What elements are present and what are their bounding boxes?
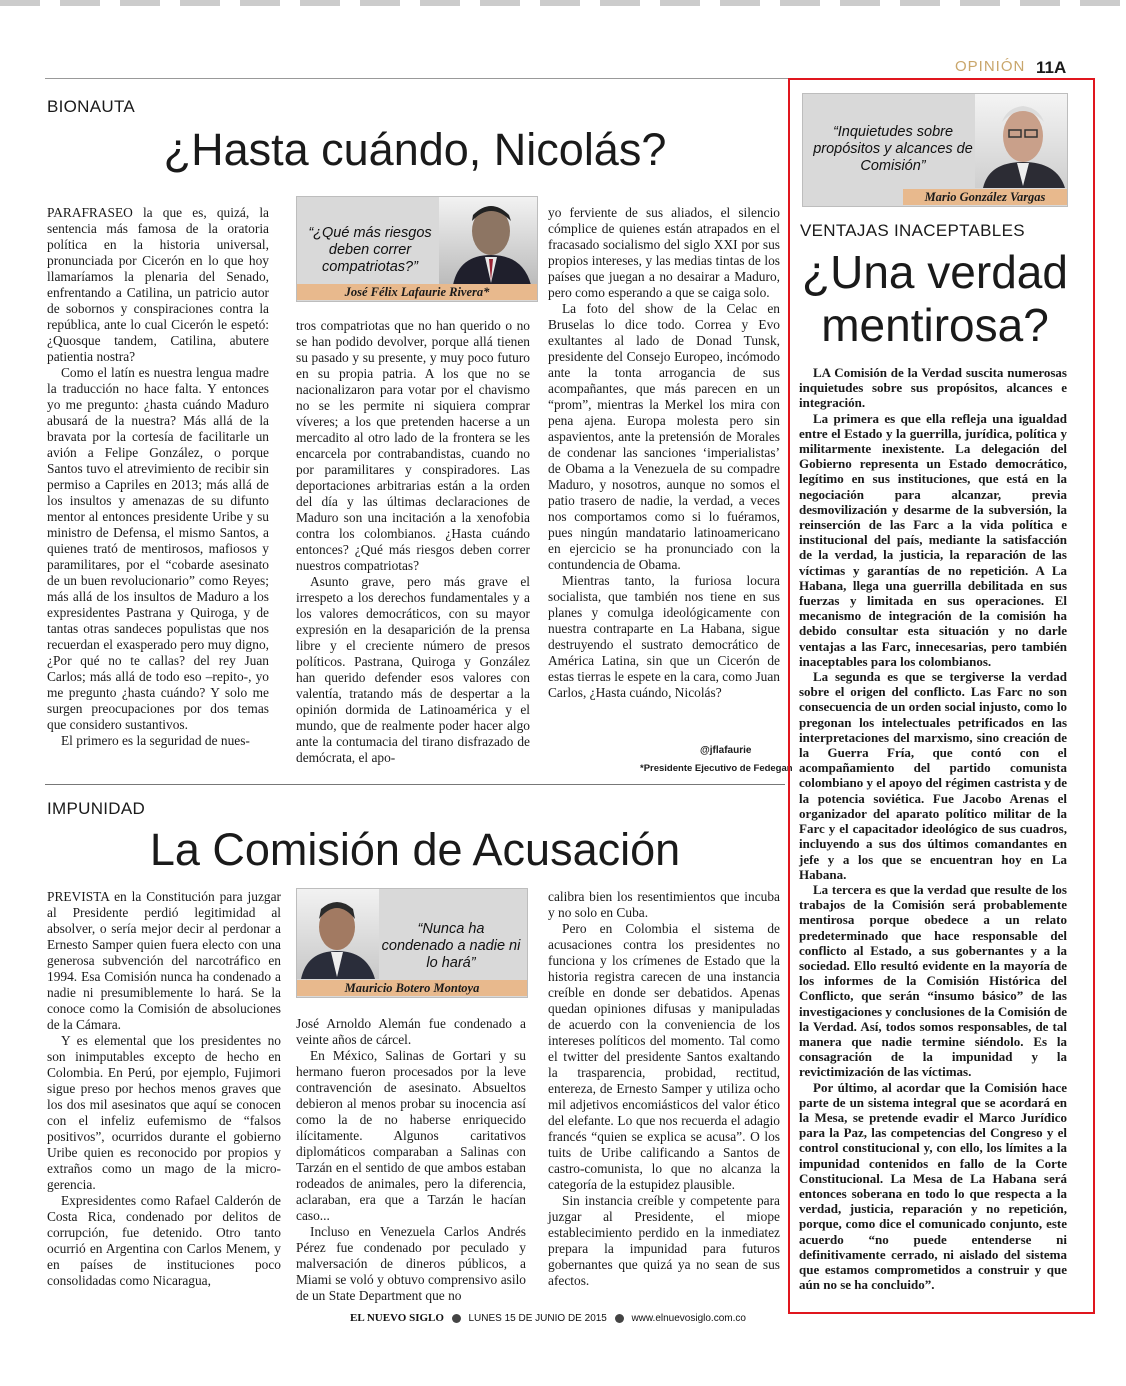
top-column-3 <box>548 205 780 701</box>
bottom-column-3 <box>548 889 780 1289</box>
page-number: 11A <box>1036 58 1067 77</box>
bottom-kicker: IMPUNIDAD <box>47 799 146 818</box>
bullet-icon <box>452 1314 461 1323</box>
right-quote-text: “Inquietudes sobre propósitos y alcances de Comisión” <box>813 124 973 174</box>
author-photo <box>439 197 537 285</box>
bottom-column-1 <box>47 889 281 1289</box>
author-footnote: *Presidente Ejecutivo de Fedegan <box>640 763 793 774</box>
page-footer <box>350 1312 780 1324</box>
top-kicker: BIONAUTA <box>47 97 136 116</box>
article-divider <box>45 784 785 785</box>
paragraph: yo ferviente de sus aliados, el silencio cómplice de quienes están atrapados en el fracasado socialismo del siglo XXI por sus propios intereses, y las medias tintas de los países que juegan a no desairar a Maduro, pero como esperando a que se caiga solo. <box>548 205 780 300</box>
paragraph: Pero en Colombia el sistema de acusaciones contra los presidentes no funciona y los crímenes de Estado que la historia registra carecen de una instancia creíble en donde ser debatidos. Apenas quedan opiniones difusas y manipuladas de acuerdo con la conveniencia de los intereses políticos del momento. Tal como el twitter del presidente Santos exaltando la trasparencia, probidad, rectitud, entereza, de Ernesto Samper y utiliza ocho mil adjetivos encomiásticos del valor ético del elefante. Lo que nos recuerda el adagio francés “quien se explica se acusa”. O los tuits de Uribe calificando a Santos de castro-comunista, lo que no alcanza la categoría de la estupidez plausible. <box>548 921 780 1192</box>
author-portrait-icon <box>439 197 537 285</box>
paragraph <box>47 205 269 365</box>
page-top-edge <box>0 0 1126 6</box>
paragraph: La tercera es que la verdad que resulte de los trabajos de la Comisión será probablemente mentirosa porque obedece a un relato predeterminado que hace responsable del conflicto al Estado, a sus gobernantes y a la sociedad. Ello resultó evidente en la mayoría de los informes de la Comisión Histórica del Conflicto, que serán “insumo básico” de las investigaciones y conclusiones de la Comisión de la Verdad. Así, todos somos responsables, de tal manera que nadie termine siéndolo. Es la consagración de la impunidad y la revictimización de las víctimas. <box>799 881 1067 1080</box>
paragraph: Expresidentes como Rafael Calderón de Costa Rica, condenado por delitos de corrupción, fue detenido. Otro tanto ocurrió en Argentina con Carlos Menem, y en países de instituciones poco consolidadas como Nicaragua, <box>47 1193 281 1288</box>
paragraph: En México, Salinas de Gortari y su hermano fueron procesados por la leve contravención de asesinato. Absueltos debieron al menos probar su inocencia así como la de no haberse enriquecido ilícitamente. Algunos caritativos diplomáticos comparaban a Salinas con Tarzán en el sentido de que ambos estaban rodeados de animales, pero la diferencia, aclaraban, era que a Tarzán le hacían caso... <box>296 1048 526 1223</box>
author-handle: @jflafaurie <box>700 745 752 756</box>
author-photo <box>297 889 379 979</box>
right-author-byline: Mario González Vargas <box>903 189 1067 205</box>
footer-url[interactable]: www.elnuevosiglo.com.co <box>631 1313 746 1324</box>
paragraph: Incluso en Venezuela Carlos Andrés Pérez fue condenado por peculado y malversación de dineros públicos, a Miami se voló y obtuvo comprensivo asilo de un State Department que no <box>296 1224 526 1303</box>
header-rule <box>45 78 790 79</box>
top-quote-box <box>296 196 538 302</box>
top-column-1 <box>47 205 269 749</box>
bottom-quote-text: “Nunca ha condenado a nadie ni lo hará” <box>381 921 521 971</box>
paragraph: Mientras tanto, la furiosa locura socialista, que también nos tiene en sus planes y comulga ideológicamente con nuestra contraparte en La Habana, sigue destruyendo el sustrato democrático de América Latina, sin que un Cicerón de estas tierras le espete en la cara, como Juan Carlos, ¿Hasta cuándo, Nicolás? <box>548 573 780 700</box>
top-headline: ¿Hasta cuándo, Nicolás? <box>163 124 667 175</box>
lead-paragraph: PARAFRASEO la que es, quizá, la sentencia más famosa de la oratoria política en la historia universal, pronunciada por Cicerón en lo que hoy llamaríamos la plenaria del Senado, enfrentando a Catilina, un patricio autor de sobornos y conspiraciones contra la república, ante lo cual Cicerón le espetó: ¿Quosque tandem, Catilina, abutere patientia nostra? <box>47 205 269 364</box>
right-headline-line1: ¿Una verdad <box>802 246 1068 298</box>
bottom-column-2 <box>296 1016 526 1304</box>
paragraph: Asunto grave, pero más grave el irrespeto a los derechos fundamentales y a los valores democráticos, con su mayor expresión en la desaparición de la prensa libre y el creciente número de presos políticos. Pastrana, Quiroga y González han querido defender esos valores con valentía, tratando más de despertar a la opinión dormida de Latinoamérica y el mundo, que de realmente poder hacer algo ante la contumacia del tirano disfrazado de demócrata, el apo- <box>296 574 530 765</box>
bottom-headline: La Comisión de Acusación <box>149 824 681 875</box>
author-portrait-icon <box>297 889 379 979</box>
paragraph: calibra bien los resentimientos que incuba y no solo en Cuba. <box>548 889 780 920</box>
paragraph: Sin instancia creíble y competente para juzgar al Presidente, el miope establecimiento perdido en la inmediatez prepara la impunidad para futuros gobernantes que quizá ya no sean de sus afectos. <box>548 1193 780 1288</box>
top-quote-text: “¿Qué más riesgos deben correr compatriotas?” <box>308 225 432 275</box>
bottom-author-byline: Mauricio Botero Montoya <box>297 980 527 996</box>
paragraph: Y es elemental que los presidentes no son inimputables excepto de hecho en Colombia. En Perú, por ejemplo, Fujimori sigue preso por hechos menos graves que los dos mil asesinatos que aquí se conocen con el infeliz eufemismo de “falsos positivos”, ocurridos durante el gobierno Uribe quien es reconocido por propios y extraños como un mago de la micro-gerencia. <box>47 1033 281 1192</box>
paragraph: Como el latín es nuestra lengua madre la traducción no hace falta. Y entonces yo me pregunto: ¿hasta cuándo Maduro abusará de la nuestra? Más allá de la bravata por la cortesía de facilitarle un avión a Felipe González, o porque Santos tuvo el atrevimiento de recibir sin permiso a Capriles en 2013; más allá de los insultos y amenazas de su difunto mentor al entonces presidente Uribe y su ministro de Defensa, el mismo Santos, a quienes trató de mentirosos, mafiosos y paramilitares, por el “cobarde asesinato de un buen revolucionario” como Reyes; más allá de los insultos de Maduro a los expresidentes Pastrana y Quiroga, y de tantas otras sandeces populistas que nos recuerdan el exasperado pero muy digno, ¿Por qué no te callas? del rey Juan Carlos; más allá de todo eso –repito-, yo me pregunto ¿hasta cuándo? Y solo me surgen preocupaciones por dos temas que considero sustantivos. <box>47 365 269 732</box>
paper-name: EL NUEVO SIGLO <box>350 1312 444 1324</box>
top-column-2 <box>296 318 530 766</box>
top-author-byline: José Félix Lafaurie Rivera* <box>297 284 537 300</box>
paragraph: El primero es la seguridad de nues- <box>61 733 250 748</box>
footer-date: LUNES 15 DE JUNIO DE 2015 <box>468 1313 607 1324</box>
bullet-icon <box>615 1314 624 1323</box>
paragraph: LA Comisión de la Verdad suscita numerosas inquietudes sobre sus propósitos, alcances e integración. <box>799 365 1067 411</box>
right-headline-line2: mentirosa? <box>821 299 1049 351</box>
paragraph: La segunda es que se tergiverse la verdad sobre el origen del conflicto. Las Farc no son consecuencia de un orden social injusto, como lo pregonan los intelectuales petrificados en las interpretaciones del marxismo, sino creación de la Guerra Fría, que contó con el acompañamiento del partido comunista colombiano y el apoyo del régimen castrista y de la potencia soviética. Fue Jacobo Arenas el organizador del aparato político militar de la Farc y el capacitador ideológico de sus cuadros, incluyendo a sus dos últimos comandantes en jefe y a los que se encuentran hoy en La Habana. <box>799 669 1067 882</box>
paragraph: La foto del show de la Celac en Bruselas lo dice todo. Correa y Evo exultantes al lado de Donad Tunsk, presidente del Consejo Europeo, incómodo ante la tonta arrogancia de sus acompañantes, que más parecen en un “prom”, mientras la Merkel los mira con pena ajena. Europa molesta pero sin aspavientos, ante la pretensión de Morales de condenar las sanciones ‘imperialistas’ de Obama a la Venezuela de su compadre Maduro, y nosotros, aunque no somos el patio trasero de nadie, la verdad, a veces nos comportamos como si lo fuéramos, pues ningún mandatario latinoamericano en ejercicio se ha pronunciado con la contundencia de Obama. <box>548 301 780 572</box>
paragraph: tros compatriotas que no han querido o no se han podido devolver, porque allá tienen su pasado y su presente, y muy poco futuro en su propia patria. A los que no se nacionalizaron para votar por el chavismo no se les permite ni siquiera comprar víveres; a los que pretenden hacerse a un mercadito al otro lado de la frontera se les encarcela por contrabandistas, cuando no por paramilitares y conspiradores. Las deportaciones arbitrarias están a la orden del día y las últimas declaraciones de Maduro son una incitación a la xenofobia contra los colombianos. ¿Hasta cuándo entonces? ¿Qué más riesgos deben correr nuestros compatriotas? <box>296 318 530 573</box>
right-column <box>799 365 1067 1292</box>
author-photo <box>975 94 1067 188</box>
paragraph: PREVISTA en la Constitución para juzgar al Presidente perdió legitimidad al absolver, o sería mejor decir al perdonar a Ernesto Samper quien fuera electo con una generosa subvención del narcotráfico en 1994. Esa Comisión nunca ha condenado a nadie ni presumiblemente lo hará. Se la conoce como la Comisión de absoluciones de la Cámara. <box>47 889 281 1032</box>
paragraph: José Arnoldo Alemán fue condenado a veinte años de cárcel. <box>296 1016 526 1047</box>
right-quote-box <box>802 93 1068 207</box>
section-name: OPINIÓN <box>955 58 1026 75</box>
paragraph: La primera es que ella refleja una igualdad entre el Estado y la guerrilla, jurídica, política y militarmente inexistente. La delegación del Gobierno representa un Estado democrático, legítimo en sus instituciones, que está en la negociación para alcanzar, previa desmovilización y desarme de la subversión, la reinserción de las Farc a la vida política e institucional del país, mediante la satisfacción de la verdad, la justicia, la reparación de las víctimas y garantías de no repetición. A La Habana, llega una guerrilla debilitada en sus fuerzas y limitada en sus operaciones. El mecanismo de integración de la comisión ha debido consultar esta situación y no darle ventajas a las Farc, innecesarias, pero también inaceptables para los colombianos. <box>799 410 1067 669</box>
right-kicker: VENTAJAS INACEPTABLES <box>800 221 1025 240</box>
bottom-quote-box <box>296 888 528 998</box>
author-portrait-icon <box>975 94 1067 188</box>
paragraph: Por último, al acordar que la Comisión hace parte de un sistema integral que se acordará en la Mesa, se pretende evadir el Marco Jurídico para la Paz, las competencias del Congreso y el control constitucional y, con ello, los límites a la impunidad contenidos en fallo de la Corte Constitucional. La Mesa de La Habana será entonces soberana en todo lo que respecta a la verdad, justicia, reparación y no repetición, porque, como dice el comunicado conjunto, este acuerdo “no puede entenderse ni definitivamente cerrado, ni aislado del sistema que estamos comprometidos a construir y que aún no se ha concluido”. <box>799 1079 1067 1293</box>
